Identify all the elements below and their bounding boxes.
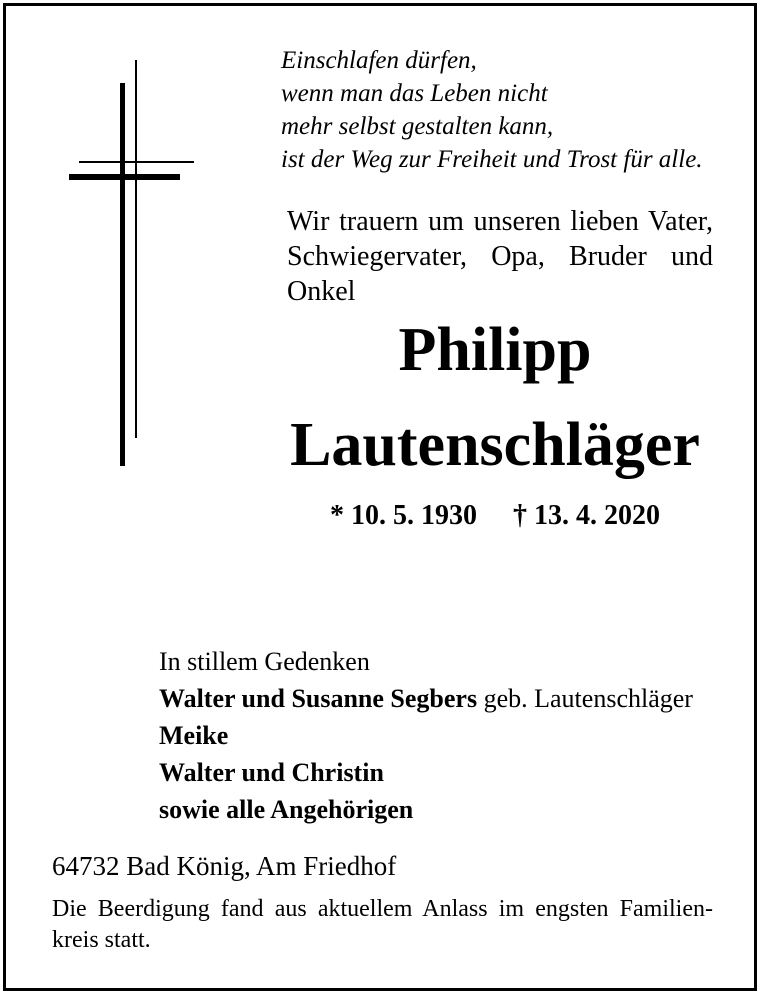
mourners-list <box>159 643 693 828</box>
mourner-line <box>159 791 693 828</box>
poem-line: wenn man das Leben nicht <box>281 80 548 107</box>
intro-line: Wir trauern um unseren lieben Vater, <box>287 206 713 237</box>
mourner-names: sowie alle Angehörigen <box>159 795 414 824</box>
funeral-notice-line: Die Beerdigung fand aus aktuellem Anlass im engsten Familien- <box>52 896 713 922</box>
mourner-names: Walter und Susanne Segbers <box>159 684 478 713</box>
deceased-first-name: Philipp <box>398 316 592 384</box>
mourning-intro <box>287 204 713 309</box>
memorial-poem <box>281 44 717 176</box>
cross-thin-vertical-bar <box>135 60 137 438</box>
intro-line: Onkel <box>287 276 356 307</box>
mourner-line <box>159 717 693 754</box>
cross-thick-horizontal-bar <box>69 174 180 180</box>
cross-thin-horizontal-bar <box>79 161 194 163</box>
funeral-address: 64732 Bad König, Am Friedhof <box>52 851 397 881</box>
poem-line: ist der Weg zur Freiheit und Trost für alle. <box>281 146 703 173</box>
death-date: † 13. 4. 2020 <box>513 500 660 531</box>
birth-date: * 10. 5. 1930 <box>330 500 477 531</box>
mourners-header: In stillem Gedenken <box>159 647 370 676</box>
deceased-last-name: Lautenschläger <box>290 411 700 479</box>
mourner-names: Walter und Christin <box>159 758 384 787</box>
poem-line: mehr selbst gestalten kann, <box>281 113 554 140</box>
mourner-line <box>159 754 693 791</box>
cross-thick-vertical-bar <box>120 83 125 466</box>
mourner-line <box>159 680 693 717</box>
poem-line: Einschlafen dürfen, <box>281 47 477 74</box>
funeral-notice-line: kreis statt. <box>52 927 151 953</box>
life-dates <box>275 502 715 530</box>
intro-line: Schwiegervater, Opa, Bruder und <box>287 241 713 272</box>
mourner-suffix: geb. Lautenschläger <box>477 684 693 713</box>
mourner-names: Meike <box>159 721 229 750</box>
